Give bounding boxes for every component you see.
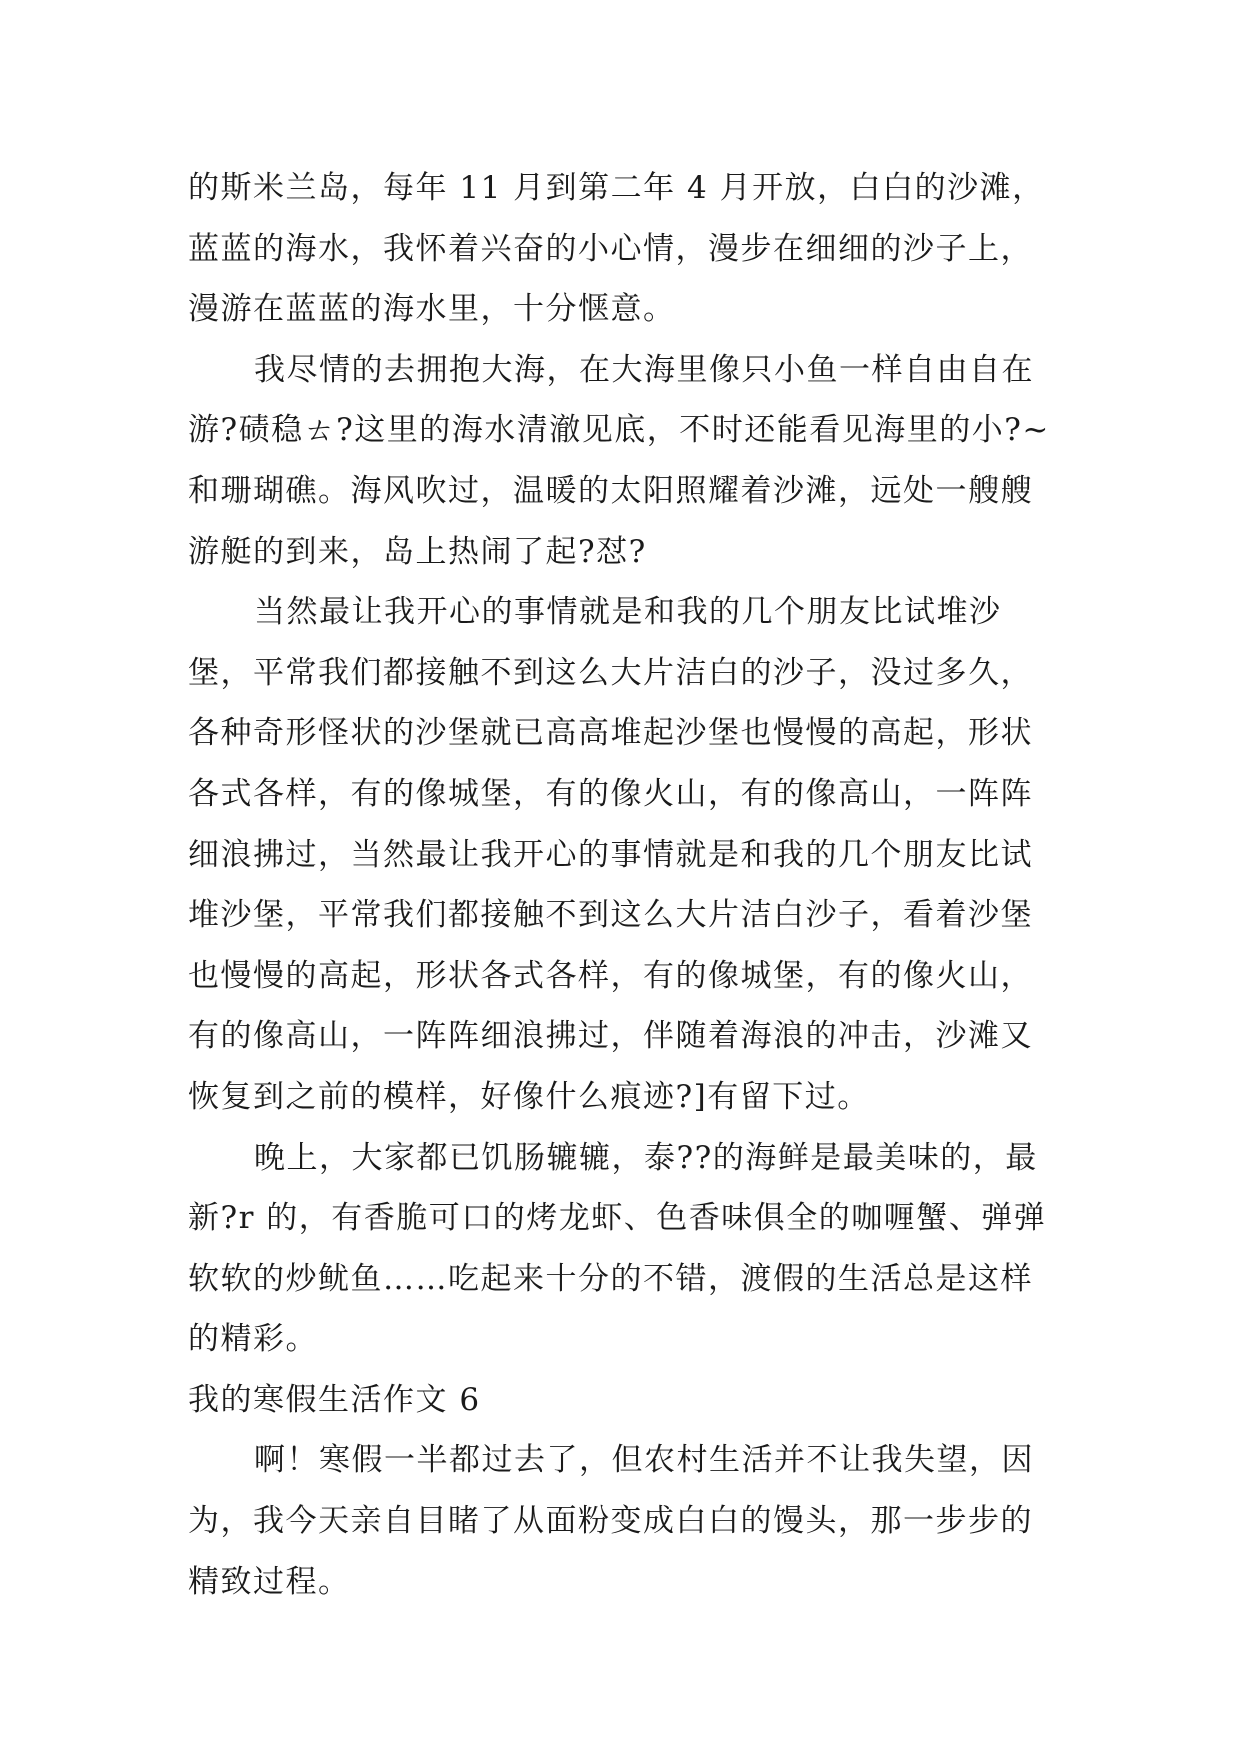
text-line: 堡，平常我们都接触不到这么大片洁白的沙子，没过多久， — [188, 654, 1033, 691]
text-line: 漫游在蓝蓝的海水里，十分惬意。 — [188, 291, 676, 328]
text-line: 蓝蓝的海水，我怀着兴奋的小心情，漫步在细细的沙子上， — [188, 230, 1033, 267]
text-line: 晚上，大家都已饥肠辘辘，泰??的海鲜是最美味的，最 — [254, 1139, 1038, 1176]
text-line: 各式各样，有的像城堡，有的像火山，有的像高山，一阵阵 — [188, 775, 1033, 812]
text-line: 恢复到之前的模样，好像什么痕迹?]有留下过。 — [188, 1078, 870, 1115]
document-body — [188, 158, 1078, 1612]
text-line: 细浪拂过，当然最让我开心的事情就是和我的几个朋友比试 — [188, 836, 1033, 873]
text-line: 也慢慢的高起，形状各式各样，有的像城堡，有的像火山， — [188, 957, 1033, 994]
text-line: 精致过程。 — [188, 1563, 351, 1600]
text-line: 啊！寒假一半都过去了，但农村生活并不让我失望，因 — [254, 1442, 1034, 1479]
text-line: 当然最让我开心的事情就是和我的几个朋友比试堆沙 — [254, 594, 1002, 631]
text-line: 的斯米兰岛，每年 11 月到第二年 4 月开放，白白的沙滩， — [188, 170, 1045, 206]
section-heading: 我的寒假生活作文 6 — [188, 1381, 481, 1418]
text-line: 新?r 的，有香脆可口的烤龙虾、色香味俱全的咖喱蟹、弹弹 — [188, 1200, 1047, 1237]
text-line: 有的像高山，一阵阵细浪拂过，伴随着海浪的冲击，沙滩又 — [188, 1018, 1033, 1055]
text-line: 的精彩。 — [188, 1321, 318, 1358]
text-line: 堆沙堡，平常我们都接触不到这么大片洁白沙子，看着沙堡 — [188, 897, 1033, 934]
text-line: 游艇的到来，岛上热闹了起?怼? — [188, 533, 647, 570]
text-line: 游?碛稳ㄊ?这里的海水清澈见底，不时还能看见海里的小?~ — [188, 412, 1050, 449]
text-line: 我尽情的去拥抱大海，在大海里像只小鱼一样自由自在 — [254, 351, 1034, 388]
text-line: 软软的炒鱿鱼……吃起来十分的不错，渡假的生活总是这样 — [188, 1260, 1033, 1297]
text-line: 和珊瑚礁。海风吹过，温暖的太阳照耀着沙滩，远处一艘艘 — [188, 472, 1033, 509]
text-line: 为，我今天亲自目睹了从面粉变成白白的馒头，那一步步的 — [188, 1503, 1033, 1540]
text-line: 各种奇形怪状的沙堡就已高高堆起沙堡也慢慢的高起，形状 — [188, 715, 1033, 752]
